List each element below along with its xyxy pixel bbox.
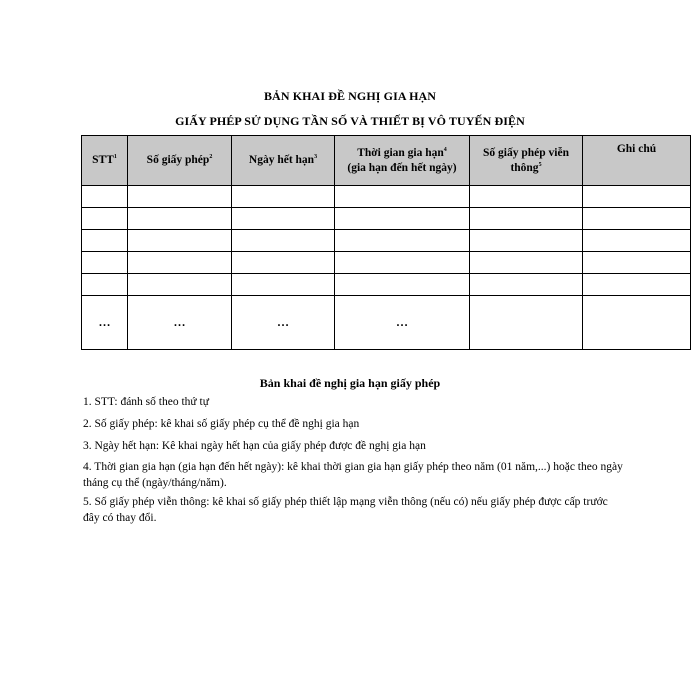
table-cell[interactable] — [470, 208, 583, 230]
ellipsis-cell[interactable]: … — [82, 296, 128, 350]
table-cell[interactable] — [335, 230, 470, 252]
table-cell[interactable] — [128, 274, 232, 296]
header-notes: Ghi chú — [583, 136, 691, 186]
table-cell[interactable] — [82, 208, 128, 230]
table-cell[interactable] — [128, 252, 232, 274]
table-cell[interactable] — [82, 230, 128, 252]
table-cell[interactable] — [82, 274, 128, 296]
table-cell[interactable] — [583, 252, 691, 274]
note-item: 4. Thời gian gia hạn (gia hạn đến hết ngày): kê khai thời gian gia hạn giấy phép theo năm (01 năm,...) hoặc theo ngày tháng cụ thể (ngày/tháng/năm). — [83, 461, 623, 489]
table-cell[interactable] — [128, 186, 232, 208]
table-cell[interactable] — [232, 186, 335, 208]
table-cell[interactable] — [82, 252, 128, 274]
header-telecom-license: Số giấy phép viễn thông$^5$ — [470, 136, 583, 186]
table-cell[interactable] — [232, 252, 335, 274]
header-expiry-date: Ngày hết hạn$^3$ — [232, 136, 335, 186]
note-item: 1. STT: đánh số theo thứ tự — [83, 396, 209, 408]
ellipsis-cell[interactable]: … — [335, 296, 470, 350]
notes-title: Bản khai đề nghị gia hạn giấy phép — [259, 376, 441, 390]
table-row — [82, 274, 691, 296]
table-cell[interactable] — [470, 252, 583, 274]
table-cell[interactable] — [128, 208, 232, 230]
table-cell[interactable] — [232, 274, 335, 296]
extension-request-table — [81, 135, 691, 350]
table-cell[interactable] — [470, 186, 583, 208]
table-cell[interactable] — [335, 208, 470, 230]
note-item: 3. Ngày hết hạn: Kê khai ngày hết hạn của giấy phép được đề nghị gia hạn — [83, 440, 426, 452]
table-header-row — [82, 136, 691, 186]
table-row — [82, 230, 691, 252]
ellipsis-cell[interactable]: … — [232, 296, 335, 350]
table-cell[interactable] — [583, 186, 691, 208]
table-cell[interactable] — [128, 230, 232, 252]
table-cell[interactable] — [470, 230, 583, 252]
header-stt: STT$^1$ — [82, 136, 128, 186]
table-cell[interactable] — [583, 208, 691, 230]
table-cell[interactable] — [470, 296, 583, 350]
table-cell[interactable] — [583, 274, 691, 296]
note-item: 2. Số giấy phép: kê khai số giấy phép cụ thể đề nghị gia hạn — [83, 418, 360, 430]
header-license-number: Số giấy phép$^2$ — [128, 136, 232, 186]
ellipsis-cell[interactable]: … — [128, 296, 232, 350]
table-cell[interactable] — [232, 208, 335, 230]
table-cell[interactable] — [335, 186, 470, 208]
table-row — [82, 186, 691, 208]
table-cell[interactable] — [583, 230, 691, 252]
table-cell[interactable] — [82, 186, 128, 208]
table-row — [82, 208, 691, 230]
table-cell[interactable] — [470, 274, 583, 296]
table-row-ellipsis — [82, 296, 691, 350]
document-title: BẢN KHAI ĐỀ NGHỊ GIA HẠN — [263, 89, 437, 103]
note-item: 5. Số giấy phép viễn thông: kê khai số giấy phép thiết lập mạng viễn thông (nếu có) nếu giấy phép được cấp trước đây có thay đổi. — [83, 496, 608, 524]
table-cell[interactable] — [232, 230, 335, 252]
table-cell[interactable] — [335, 274, 470, 296]
header-extension-period: Thời gian gia hạn$^4$ (gia hạn đến hết ngày) — [335, 136, 470, 186]
table-cell[interactable] — [335, 252, 470, 274]
table-cell[interactable] — [583, 296, 691, 350]
document-subtitle: GIẤY PHÉP SỬ DỤNG TẦN SỐ VÀ THIẾT BỊ VÔ TUYẾN ĐIỆN — [175, 114, 525, 128]
table-row — [82, 252, 691, 274]
